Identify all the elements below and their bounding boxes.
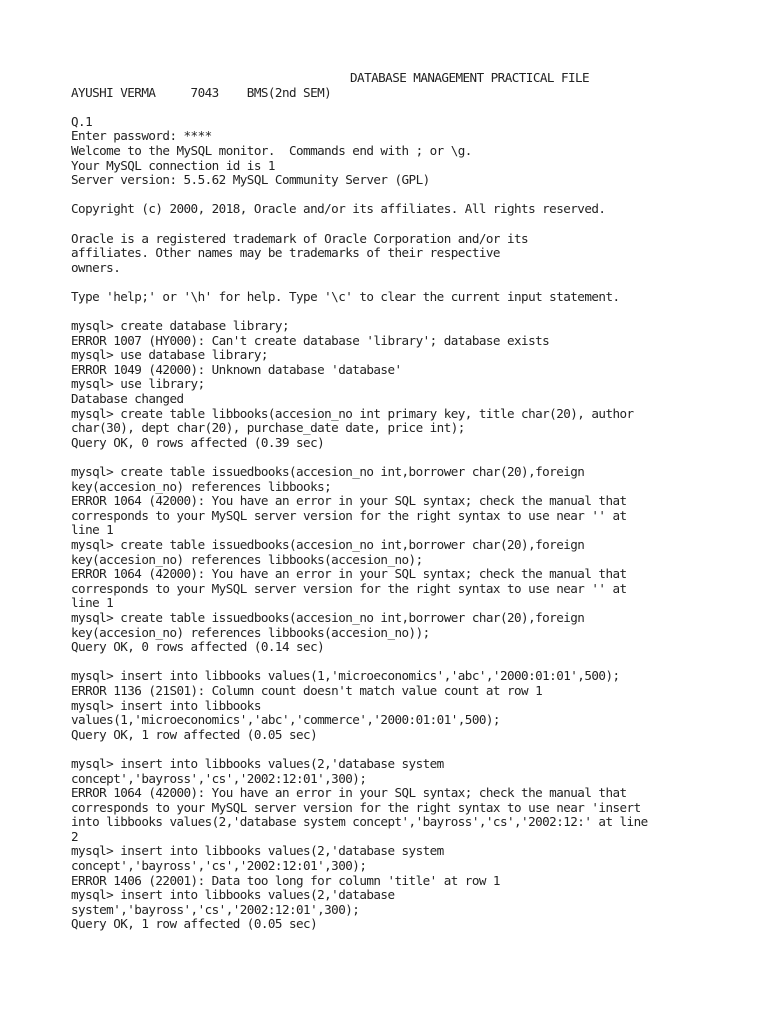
text-line: values(1,'microeconomics','abc','commerce','2000:01:01',500);	[71, 712, 500, 728]
text-line: mysql> use library;	[71, 376, 205, 392]
console-transcript	[71, 100, 761, 932]
text-line: corresponds to your MySQL server version for the right syntax to use near '' at	[71, 580, 627, 596]
text-line: mysql> create table issuedbooks(accesion_no int,borrower char(20),foreign	[71, 464, 585, 480]
text-line: line 1	[71, 595, 114, 611]
text-line: ERROR 1064 (42000): You have an error in your SQL syntax; check the manual that	[71, 785, 627, 801]
text-line: mysql> use database library;	[71, 347, 268, 363]
text-line: Query OK, 0 rows affected (0.14 sec)	[71, 639, 325, 655]
text-line: owners.	[71, 259, 121, 275]
text-line: mysql> insert into libbooks	[71, 697, 261, 713]
student-info-line: AYUSHI VERMA 7043 BMS(2nd SEM)	[71, 84, 332, 100]
text-line	[71, 655, 761, 670]
text-line: concept','bayross','cs','2002:12:01',300);	[71, 858, 367, 874]
document-title: DATABASE MANAGEMENT PRACTICAL FILE	[350, 70, 590, 85]
text-line: system','bayross','cs','2002:12:01',300);	[71, 901, 360, 917]
text-line: affiliates. Other names may be trademarks of their respective	[71, 245, 500, 261]
text-line: ERROR 1049 (42000): Unknown database 'database'	[71, 361, 402, 377]
text-line: Query OK, 1 row affected (0.05 sec)	[71, 726, 318, 742]
text-line: ERROR 1064 (42000): You have an error in your SQL syntax; check the manual that	[71, 493, 627, 509]
text-line: ERROR 1007 (HY000): Can't create database 'library'; database exists	[71, 332, 550, 348]
text-line: Your MySQL connection id is 1	[71, 157, 275, 173]
text-line: Server version: 5.5.62 MySQL Community Server (GPL)	[71, 172, 430, 188]
text-line: into libbooks values(2,'database system concept','bayross','cs','2002:12:' at line	[71, 814, 648, 830]
text-line: mysql> create table issuedbooks(accesion_no int,borrower char(20),foreign	[71, 537, 585, 552]
text-line: 2	[71, 828, 79, 844]
text-line: line 1	[71, 522, 114, 538]
text-line: key(accesion_no) references libbooks(accesion_no);	[71, 551, 423, 567]
text-line: Enter password: ****	[71, 128, 212, 144]
text-line	[71, 305, 761, 320]
text-line: Type 'help;' or '\h' for help. Type '\c' to clear the current input statement.	[71, 288, 620, 304]
text-line	[71, 275, 761, 290]
text-line: Database changed	[71, 391, 184, 407]
text-line: Welcome to the MySQL monitor. Commands end with ; or \g.	[71, 142, 472, 158]
text-line	[71, 450, 761, 465]
text-line: Query OK, 1 row affected (0.05 sec)	[71, 916, 318, 932]
text-line: mysql> create database library;	[71, 318, 289, 334]
text-line	[71, 188, 761, 203]
text-line: key(accesion_no) references libbooks;	[71, 478, 332, 494]
text-line: concept','bayross','cs','2002:12:01',300);	[71, 770, 367, 786]
text-line: corresponds to your MySQL server version for the right syntax to use near '' at	[71, 507, 627, 523]
text-line: ERROR 1406 (22001): Data too long for column 'title' at row 1	[71, 872, 500, 888]
text-line: ERROR 1064 (42000): You have an error in your SQL syntax; check the manual that	[71, 566, 627, 582]
text-line: Oracle is a registered trademark of Oracle Corporation and/or its	[71, 230, 529, 246]
text-line: Query OK, 0 rows affected (0.39 sec)	[71, 434, 325, 450]
text-line: Copyright (c) 2000, 2018, Oracle and/or its affiliates. All rights reserved.	[71, 201, 606, 217]
text-line: char(30), dept char(20), purchase_date date, price int);	[71, 420, 465, 436]
text-line: Q.1	[71, 113, 93, 129]
text-line: mysql> insert into libbooks values(2,'database system	[71, 755, 444, 771]
text-line: mysql> create table libbooks(accesion_no int primary key, title char(20), author	[71, 405, 634, 421]
document-text	[71, 71, 761, 932]
text-line: mysql> insert into libbooks values(2,'database	[71, 887, 395, 903]
text-line: key(accesion_no) references libbooks(accesion_no));	[71, 624, 430, 640]
text-line: mysql> insert into libbooks values(1,'microeconomics','abc','2000:01:01',500);	[71, 668, 620, 684]
text-line: mysql> insert into libbooks values(2,'database system	[71, 843, 444, 859]
text-line	[71, 100, 761, 115]
text-line: mysql> create table issuedbooks(accesion_no int,borrower char(20),foreign	[71, 609, 585, 625]
text-line	[71, 742, 761, 757]
text-line	[71, 217, 761, 232]
text-line: corresponds to your MySQL server version for the right syntax to use near 'insert	[71, 799, 641, 815]
text-line: ERROR 1136 (21S01): Column count doesn't match value count at row 1	[71, 682, 543, 698]
